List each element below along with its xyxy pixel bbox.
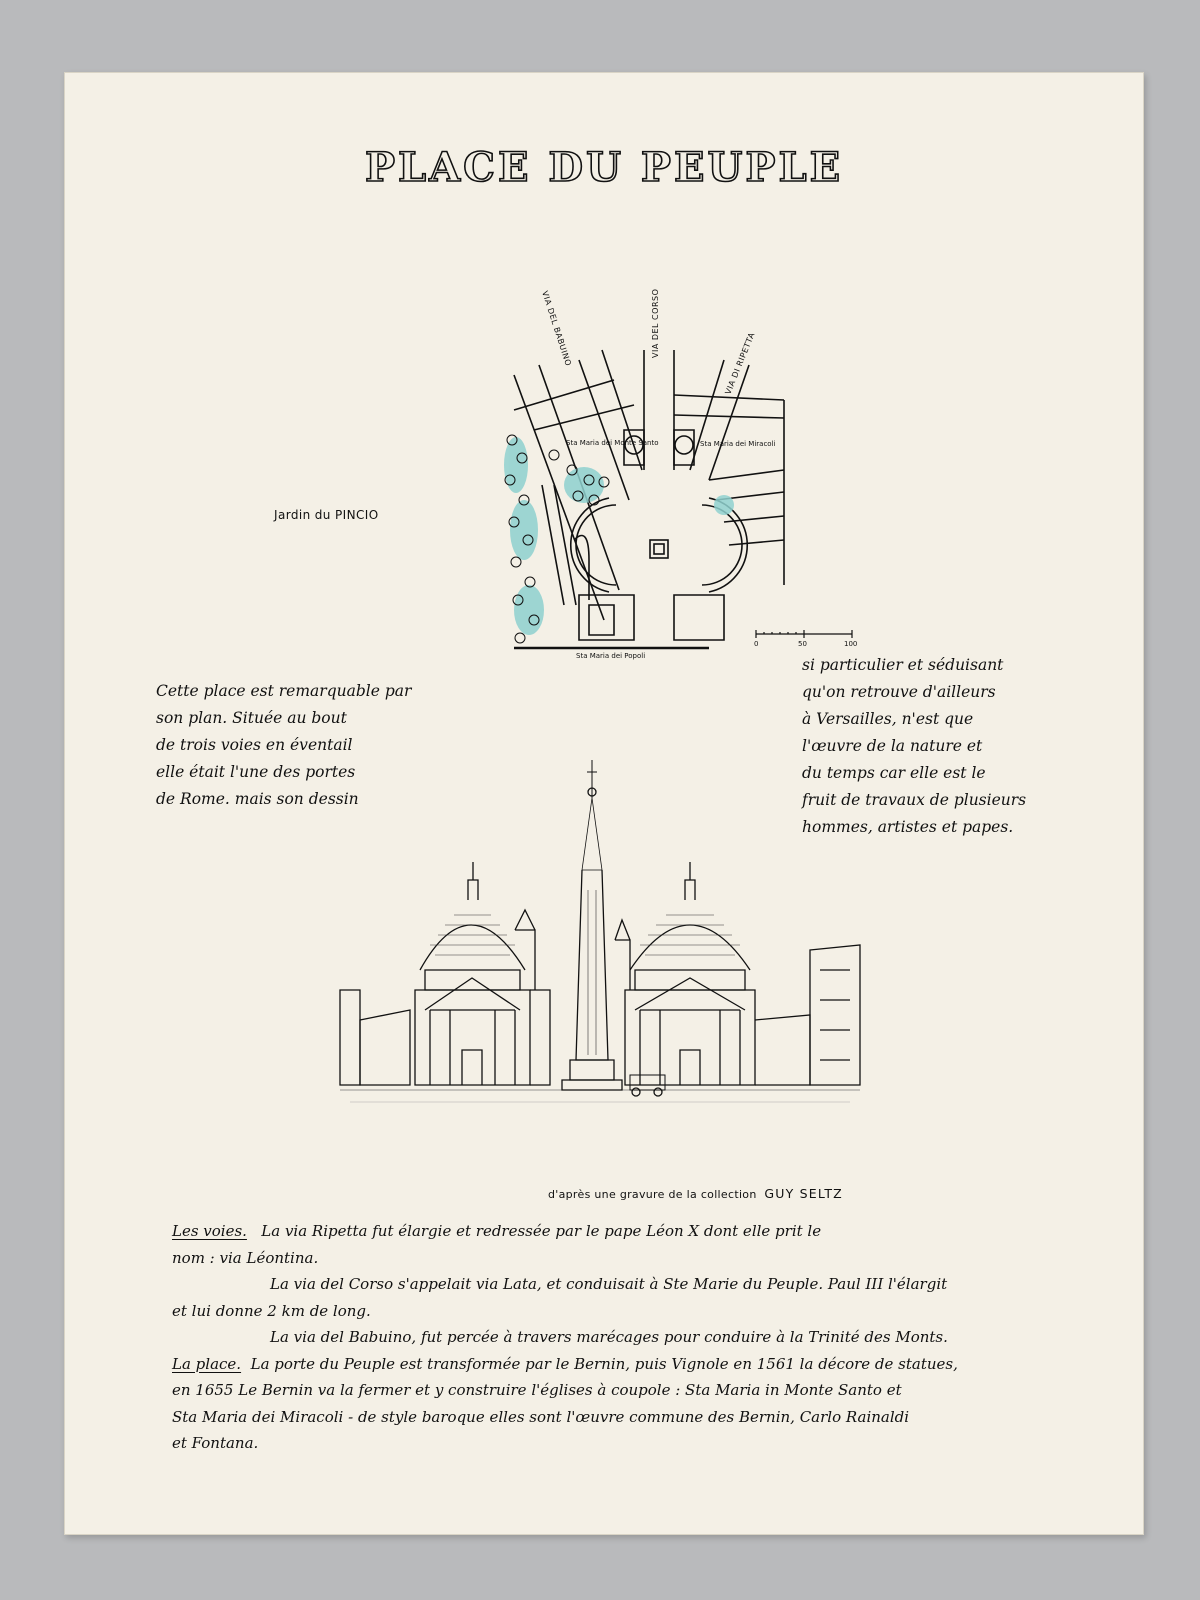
note-line: en 1655 Le Bernin va la fermer et y construire l'églises à coupole : Sta Maria in Monte Santo et [172,1381,902,1399]
right-line: qu'on retrouve d'ailleurs [802,683,996,701]
right-line: fruit de travaux de plusieurs [802,791,1027,809]
scale-tick-50: 50 [798,640,807,648]
scale-bar [754,620,864,654]
caption-text: d'après une gravure de la collection [548,1188,757,1201]
right-line: du temps car elle est le [802,764,986,782]
note-line: Sta Maria dei Miracoli - de style baroque elles sont l'œuvre commune des Bernin, Carlo Rainaldi [172,1407,910,1426]
note-line: La via del Corso s'appelait via Lata, et conduisait à Ste Marie du Peuple. Paul III l'élargit [270,1275,948,1293]
scale-tick-0: 0 [754,640,759,648]
note-line: et lui donne 2 km de long. [172,1301,371,1320]
scale-tick-100: 100 [844,640,858,648]
site-plan-map [494,200,794,660]
church-bottom-label: Sta Maria dei Popoli [576,652,646,660]
note-line [172,1351,1072,1378]
left-line: son plan. Située au bout [156,709,347,727]
street-corso: VIA DEL CORSO [651,288,660,358]
engraving-drawing [330,740,870,1120]
right-line: l'œuvre de la nature et [802,737,983,755]
site-plan-drawing [494,200,794,660]
page-title: PLACE DU PEUPLE [364,144,844,191]
right-line: hommes, artistes et papes. [802,818,1014,836]
street-ripetta: VIA DI RIPETTA [723,330,757,396]
note-line [172,1218,1072,1245]
left-line: Cette place est remarquable par [156,682,412,700]
right-line: si particulier et séduisant [802,656,1004,674]
left-line: elle était l'une des portes [156,763,356,781]
bottom-notes [172,1218,1072,1457]
church-right-label: Sta Maria dei Miracoli [700,440,776,448]
garden-label: Jardin du PINCIO [274,508,379,522]
caption-collector: GUY SELTZ [764,1186,843,1201]
right-line: à Versailles, n'est que [802,710,974,728]
left-line: de trois voies en éventail [156,736,353,754]
document-sheet [64,72,1144,1535]
engraving-caption [548,1186,843,1201]
note-text: La porte du Peuple est transformée par le Bernin, puis Vignole en 1561 la décore de statues, [250,1354,958,1373]
left-line: de Rome. mais son dessin [156,790,359,808]
place-heading: La place. [172,1354,242,1373]
piazza-engraving [330,740,870,1124]
note-line: nom : via Léontina. [172,1248,319,1267]
street-babuino: VIA DEL BABUINO [540,289,573,368]
church-left-label: Sta Maria dei Monte Santo [566,439,659,447]
note-line: et Fontana. [172,1434,259,1452]
note-text: La via Ripetta fut élargie et redressée par le pape Léon X dont elle prit le [261,1222,822,1240]
voies-heading: Les voies. [172,1222,247,1240]
note-line: La via del Babuino, fut percée à travers marécages pour conduire à la Trinité des Monts. [270,1328,948,1346]
